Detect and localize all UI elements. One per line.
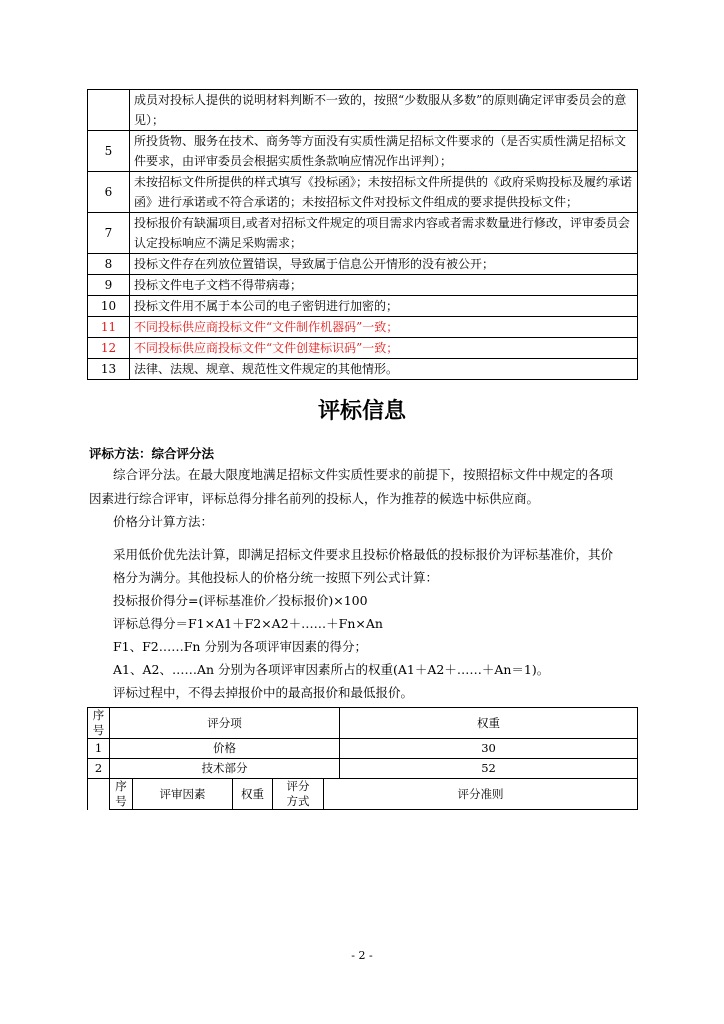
scoring-table bbox=[87, 707, 638, 810]
blank-cell bbox=[88, 779, 110, 810]
weight-header: 权重 bbox=[340, 708, 638, 739]
sub-weight-header: 权重 bbox=[233, 779, 273, 810]
rule-text: 不同投标供应商投标文件“文件创建标识码”一致； bbox=[130, 338, 638, 359]
formula-line: F1、F2……Fn 分别为各项评审因素的得分； bbox=[113, 639, 367, 654]
rule-text: 不同投标供应商投标文件“文件制作机器码”一致； bbox=[130, 317, 638, 338]
formula-line: 投标报价得分=(评标基准价／投标报价)×100 bbox=[113, 593, 368, 608]
method-header: 评分方式 bbox=[273, 779, 324, 810]
criteria-header: 评分准则 bbox=[324, 779, 638, 810]
rule-number: 13 bbox=[88, 359, 130, 380]
rule-text: 所投货物、服务在技术、商务等方面没有实质性满足招标文件要求的（是否实质性满足招标文件要求，由评审委员会根据实质性条款响应情况作出评判）； bbox=[130, 131, 638, 172]
rule-number: 9 bbox=[88, 275, 130, 296]
rule-number: 12 bbox=[88, 338, 130, 359]
rule-row bbox=[88, 172, 638, 213]
paragraph-line: 采用低价优先法计算，即满足招标文件要求且投标价格最低的投标报价为评标基准价，其价 bbox=[113, 547, 614, 562]
rule-row bbox=[88, 131, 638, 172]
rule-number: 7 bbox=[88, 213, 130, 254]
rule-row bbox=[88, 296, 638, 317]
rule-row bbox=[88, 338, 638, 359]
sub-seq-header: 序号 bbox=[110, 779, 133, 810]
rule-text: 投标文件存在列放位置错误，导致属于信息公开情形的没有被公开； bbox=[130, 254, 638, 275]
table-row bbox=[88, 739, 638, 759]
rule-text: 投标报价有缺漏项目,或者对招标文件规定的项目需求内容或者需求数量进行修改，评审委员会认定投标响应不满足采购需求； bbox=[130, 213, 638, 254]
item-header: 评分项 bbox=[110, 708, 340, 739]
rule-row bbox=[88, 90, 638, 131]
rule-row bbox=[88, 359, 638, 380]
evaluation-method: 评标方法：综合评分法 bbox=[89, 446, 215, 461]
rule-text: 投标文件电子文档不得带病毒； bbox=[130, 275, 638, 296]
rule-number: 8 bbox=[88, 254, 130, 275]
table-row bbox=[88, 708, 638, 739]
rule-number: 10 bbox=[88, 296, 130, 317]
rule-number: 5 bbox=[88, 131, 130, 172]
disqualification-table bbox=[87, 89, 638, 380]
paragraph-line: 综合评分法。在最大限度地满足招标文件实质性要求的前提下，按照招标文件中规定的各项 bbox=[113, 467, 614, 482]
rule-text: 法律、法规、规章、规范性文件规定的其他情形。 bbox=[130, 359, 638, 380]
table-row bbox=[88, 759, 638, 779]
rule-row bbox=[88, 254, 638, 275]
seq-cell: 1 bbox=[88, 739, 110, 759]
section-heading: 评标信息 bbox=[317, 399, 406, 424]
item-cell: 价格 bbox=[110, 739, 340, 759]
formula-line: 评标总得分＝F1×A1＋F2×A2＋……＋Fn×An bbox=[113, 616, 383, 631]
table-row bbox=[88, 779, 638, 810]
rule-row bbox=[88, 275, 638, 296]
factor-header: 评审因素 bbox=[133, 779, 233, 810]
rule-row bbox=[88, 213, 638, 254]
rule-text: 成员对投标人提供的说明材料判断不一致的，按照“少数服从多数”的原则确定评审委员会的意见）； bbox=[130, 90, 638, 131]
rule-row bbox=[88, 317, 638, 338]
rule-number bbox=[88, 90, 130, 131]
rule-number: 11 bbox=[88, 317, 130, 338]
seq-header: 序号 bbox=[88, 708, 110, 739]
paragraph-line: 因素进行综合评审，评标总得分排名前列的投标人，作为推荐的候选中标供应商。 bbox=[89, 491, 540, 506]
rule-number: 6 bbox=[88, 172, 130, 213]
weight-cell: 52 bbox=[340, 759, 638, 779]
rule-text: 未按招标文件所提供的样式填写《投标函》；未按招标文件所提供的《政府采购投标及履约承诺函》进行承诺或不符合承诺的；未按招标文件对投标文件组成的要求提供投标文件； bbox=[130, 172, 638, 213]
seq-cell: 2 bbox=[88, 759, 110, 779]
formula-line: A1、A2、……An 分别为各项评审因素所占的权重(A1＋A2＋……＋An＝1)。 bbox=[113, 662, 550, 677]
paragraph-line: 格分为满分。其他投标人的价格分统一按照下列公式计算： bbox=[113, 570, 439, 585]
page-number: - 2 - bbox=[351, 949, 373, 962]
item-cell: 技术部分 bbox=[110, 759, 340, 779]
formula-line: 评标过程中，不得去掉报价中的最高报价和最低报价。 bbox=[113, 685, 414, 700]
paragraph-line: 价格分计算方法： bbox=[113, 514, 214, 529]
weight-cell: 30 bbox=[340, 739, 638, 759]
rule-text: 投标文件用不属于本公司的电子密钥进行加密的； bbox=[130, 296, 638, 317]
